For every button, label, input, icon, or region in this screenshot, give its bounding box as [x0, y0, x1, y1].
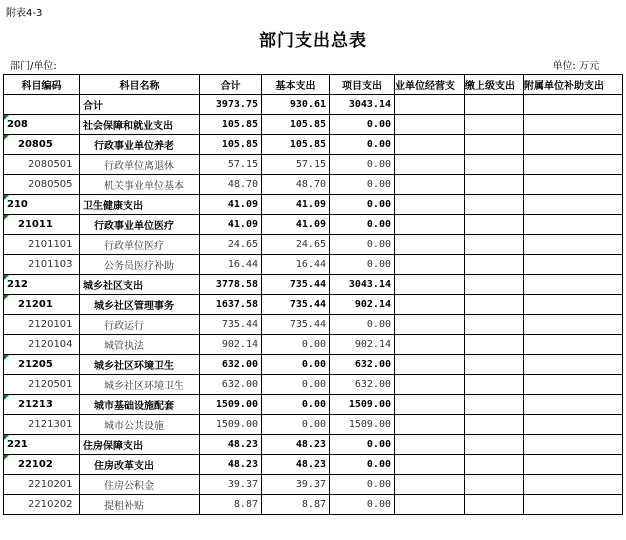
cell-superior	[465, 395, 524, 415]
cell-basic: 930.61	[262, 95, 330, 115]
cell-project: 0.00	[330, 175, 395, 195]
cell-project: 3043.14	[330, 95, 395, 115]
cell-superior	[465, 415, 524, 435]
cell-business	[395, 415, 465, 435]
table-row	[4, 395, 623, 415]
cell-basic: 735.44	[262, 295, 330, 315]
cell-basic: 41.09	[262, 215, 330, 235]
cell-marker-icon	[4, 355, 9, 360]
cell-name: 合计	[80, 95, 200, 115]
cell-business	[395, 215, 465, 235]
cell-business	[395, 335, 465, 355]
cell-code-text: 20805	[18, 139, 53, 150]
cell-name: 城乡社区环境卫生	[80, 375, 200, 395]
cell-marker-icon	[4, 115, 9, 120]
cell-superior	[465, 495, 524, 515]
cell-total: 632.00	[200, 375, 262, 395]
cell-marker-icon	[4, 195, 9, 200]
cell-basic: 0.00	[262, 395, 330, 415]
table-row	[4, 215, 623, 235]
cell-project: 0.00	[330, 495, 395, 515]
cell-project: 902.14	[330, 295, 395, 315]
cell-code-text: 22102	[18, 459, 53, 470]
cell-name: 城乡社区环境卫生	[80, 355, 200, 375]
cell-basic: 0.00	[262, 415, 330, 435]
cell-business	[395, 155, 465, 175]
cell-basic: 0.00	[262, 335, 330, 355]
cell-superior	[465, 135, 524, 155]
cell-total: 41.09	[200, 215, 262, 235]
cell-total: 3778.58	[200, 275, 262, 295]
cell-code: 2121301	[4, 415, 80, 435]
cell-superior	[465, 315, 524, 335]
cell-superior	[465, 95, 524, 115]
cell-superior	[465, 435, 524, 455]
cell-subsidy	[524, 155, 623, 175]
cell-basic: 48.23	[262, 435, 330, 455]
cell-code: 2120104	[4, 335, 80, 355]
cell-code-text: 21205	[18, 359, 53, 370]
cell-subsidy	[524, 335, 623, 355]
cell-superior	[465, 255, 524, 275]
cell-business	[395, 475, 465, 495]
cell-project: 0.00	[330, 115, 395, 135]
cell-business	[395, 455, 465, 475]
cell-total: 8.87	[200, 495, 262, 515]
cell-code	[4, 295, 80, 315]
cell-code: 2210202	[4, 495, 80, 515]
cell-subsidy	[524, 495, 623, 515]
cell-name: 行政事业单位医疗	[80, 215, 200, 235]
cell-code	[4, 275, 80, 295]
cell-total: 632.00	[200, 355, 262, 375]
appendix-note: 附表4-3	[6, 8, 43, 19]
cell-name: 住房保障支出	[80, 435, 200, 455]
cell-total: 1637.58	[200, 295, 262, 315]
cell-project: 0.00	[330, 215, 395, 235]
cell-marker-icon	[4, 395, 9, 400]
cell-superior	[465, 375, 524, 395]
cell-subsidy	[524, 175, 623, 195]
cell-code-text: 210	[7, 199, 28, 210]
cell-project: 632.00	[330, 375, 395, 395]
cell-business	[395, 495, 465, 515]
table-row	[4, 275, 623, 295]
cell-basic: 57.15	[262, 155, 330, 175]
cell-business	[395, 275, 465, 295]
cell-business	[395, 135, 465, 155]
table-row	[4, 255, 623, 275]
cell-project: 0.00	[330, 435, 395, 455]
table-row	[4, 315, 623, 335]
cell-basic: 39.37	[262, 475, 330, 495]
header-subsidy: 附属单位补助支出	[524, 75, 623, 95]
cell-project: 0.00	[330, 315, 395, 335]
cell-code: 2120501	[4, 375, 80, 395]
cell-code: 2080501	[4, 155, 80, 175]
cell-code: 2120101	[4, 315, 80, 335]
header-name: 科目名称	[80, 75, 200, 95]
cell-project: 0.00	[330, 255, 395, 275]
cell-code	[4, 435, 80, 455]
cell-subsidy	[524, 375, 623, 395]
cell-name: 社会保障和就业支出	[80, 115, 200, 135]
cell-project: 902.14	[330, 335, 395, 355]
cell-marker-icon	[4, 215, 9, 220]
table-row	[4, 235, 623, 255]
cell-subsidy	[524, 255, 623, 275]
cell-basic: 735.44	[262, 315, 330, 335]
cell-subsidy	[524, 315, 623, 335]
cell-superior	[465, 355, 524, 375]
cell-basic: 105.85	[262, 135, 330, 155]
header-basic: 基本支出	[262, 75, 330, 95]
cell-name: 提租补贴	[80, 495, 200, 515]
cell-superior	[465, 155, 524, 175]
cell-total: 105.85	[200, 115, 262, 135]
cell-marker-icon	[4, 295, 9, 300]
cell-code	[4, 215, 80, 235]
cell-code-text: 221	[7, 439, 28, 450]
cell-superior	[465, 335, 524, 355]
cell-superior	[465, 275, 524, 295]
table-row	[4, 375, 623, 395]
cell-total: 902.14	[200, 335, 262, 355]
cell-code	[4, 455, 80, 475]
cell-business	[395, 175, 465, 195]
cell-subsidy	[524, 415, 623, 435]
cell-superior	[465, 115, 524, 135]
table-row	[4, 335, 623, 355]
cell-subsidy	[524, 115, 623, 135]
cell-project: 632.00	[330, 355, 395, 375]
cell-name: 城市基础设施配套	[80, 395, 200, 415]
cell-project: 0.00	[330, 195, 395, 215]
cell-basic: 16.44	[262, 255, 330, 275]
cell-name: 公务员医疗补助	[80, 255, 200, 275]
cell-total: 1509.00	[200, 395, 262, 415]
cell-total: 57.15	[200, 155, 262, 175]
cell-marker-icon	[4, 275, 9, 280]
cell-business	[395, 95, 465, 115]
cell-total: 41.09	[200, 195, 262, 215]
cell-subsidy	[524, 195, 623, 215]
cell-subsidy	[524, 215, 623, 235]
cell-business	[395, 395, 465, 415]
cell-business	[395, 195, 465, 215]
cell-total: 24.65	[200, 235, 262, 255]
cell-total: 48.23	[200, 435, 262, 455]
cell-name: 行政单位离退休	[80, 155, 200, 175]
cell-business	[395, 355, 465, 375]
cell-business	[395, 235, 465, 255]
cell-superior	[465, 235, 524, 255]
cell-total: 3973.75	[200, 95, 262, 115]
cell-subsidy	[524, 135, 623, 155]
cell-name: 机关事业单位基本	[80, 175, 200, 195]
cell-business	[395, 435, 465, 455]
cell-subsidy	[524, 295, 623, 315]
table-row	[4, 435, 623, 455]
cell-basic: 24.65	[262, 235, 330, 255]
cell-total: 105.85	[200, 135, 262, 155]
cell-business	[395, 115, 465, 135]
table-row	[4, 155, 623, 175]
cell-code	[4, 135, 80, 155]
cell-superior	[465, 455, 524, 475]
cell-project: 0.00	[330, 475, 395, 495]
cell-basic: 105.85	[262, 115, 330, 135]
cell-superior	[465, 295, 524, 315]
cell-subsidy	[524, 455, 623, 475]
cell-subsidy	[524, 435, 623, 455]
header-business: 业单位经营支	[395, 75, 465, 95]
cell-name: 行政事业单位养老	[80, 135, 200, 155]
cell-code-text: 21011	[18, 219, 53, 230]
cell-code: 2101101	[4, 235, 80, 255]
cell-business	[395, 315, 465, 335]
cell-name: 城乡社区管理事务	[80, 295, 200, 315]
cell-code-text: 212	[7, 279, 28, 290]
cell-subsidy	[524, 475, 623, 495]
cell-basic: 8.87	[262, 495, 330, 515]
cell-name: 行政单位医疗	[80, 235, 200, 255]
cell-subsidy	[524, 275, 623, 295]
department-label: 部门/单位:	[10, 61, 57, 72]
cell-basic: 41.09	[262, 195, 330, 215]
cell-project: 0.00	[330, 135, 395, 155]
table-row	[4, 475, 623, 495]
table-row	[4, 355, 623, 375]
cell-total: 48.23	[200, 455, 262, 475]
cell-superior	[465, 175, 524, 195]
cell-business	[395, 375, 465, 395]
cell-marker-icon	[4, 435, 9, 440]
cell-marker-icon	[4, 455, 9, 460]
cell-code	[4, 95, 80, 115]
table-row	[4, 195, 623, 215]
cell-code: 2210201	[4, 475, 80, 495]
cell-marker-icon	[4, 135, 9, 140]
cell-code-text: 21213	[18, 399, 53, 410]
cell-basic: 0.00	[262, 355, 330, 375]
cell-name: 城乡社区支出	[80, 275, 200, 295]
cell-project: 1509.00	[330, 395, 395, 415]
cell-name: 住房公积金	[80, 475, 200, 495]
table-body	[4, 95, 623, 515]
table-row	[4, 415, 623, 435]
table-row	[4, 115, 623, 135]
header-code: 科目编码	[4, 75, 80, 95]
header-total: 合计	[200, 75, 262, 95]
cell-subsidy	[524, 395, 623, 415]
page-title: 部门支出总表	[259, 31, 367, 51]
cell-total: 39.37	[200, 475, 262, 495]
cell-total: 1509.00	[200, 415, 262, 435]
table-row	[4, 135, 623, 155]
table-header-row	[4, 75, 623, 95]
cell-basic: 0.00	[262, 375, 330, 395]
cell-basic: 48.23	[262, 455, 330, 475]
cell-project: 1509.00	[330, 415, 395, 435]
cell-name: 行政运行	[80, 315, 200, 335]
cell-project: 3043.14	[330, 275, 395, 295]
cell-name: 城市公共设施	[80, 415, 200, 435]
cell-project: 0.00	[330, 155, 395, 175]
cell-name: 住房改革支出	[80, 455, 200, 475]
cell-total: 16.44	[200, 255, 262, 275]
expenditure-table	[3, 74, 623, 515]
table-row	[4, 495, 623, 515]
unit-label: 单位: 万元	[552, 61, 599, 72]
cell-name: 城管执法	[80, 335, 200, 355]
cell-code	[4, 395, 80, 415]
cell-superior	[465, 215, 524, 235]
cell-name: 卫生健康支出	[80, 195, 200, 215]
cell-project: 0.00	[330, 455, 395, 475]
cell-total: 48.70	[200, 175, 262, 195]
cell-subsidy	[524, 95, 623, 115]
cell-code-text: 21201	[18, 299, 53, 310]
table-row	[4, 295, 623, 315]
cell-code-text: 208	[7, 119, 28, 130]
cell-code: 2101103	[4, 255, 80, 275]
table-row	[4, 175, 623, 195]
table-row	[4, 95, 623, 115]
cell-business	[395, 255, 465, 275]
cell-basic: 735.44	[262, 275, 330, 295]
cell-superior	[465, 195, 524, 215]
header-project: 项目支出	[330, 75, 395, 95]
cell-code	[4, 115, 80, 135]
cell-superior	[465, 475, 524, 495]
cell-subsidy	[524, 355, 623, 375]
cell-code	[4, 355, 80, 375]
header-superior: 缴上级支出	[465, 75, 524, 95]
cell-total: 735.44	[200, 315, 262, 335]
cell-code	[4, 195, 80, 215]
cell-code: 2080505	[4, 175, 80, 195]
cell-project: 0.00	[330, 235, 395, 255]
cell-subsidy	[524, 235, 623, 255]
cell-business	[395, 295, 465, 315]
cell-basic: 48.70	[262, 175, 330, 195]
table-row	[4, 455, 623, 475]
